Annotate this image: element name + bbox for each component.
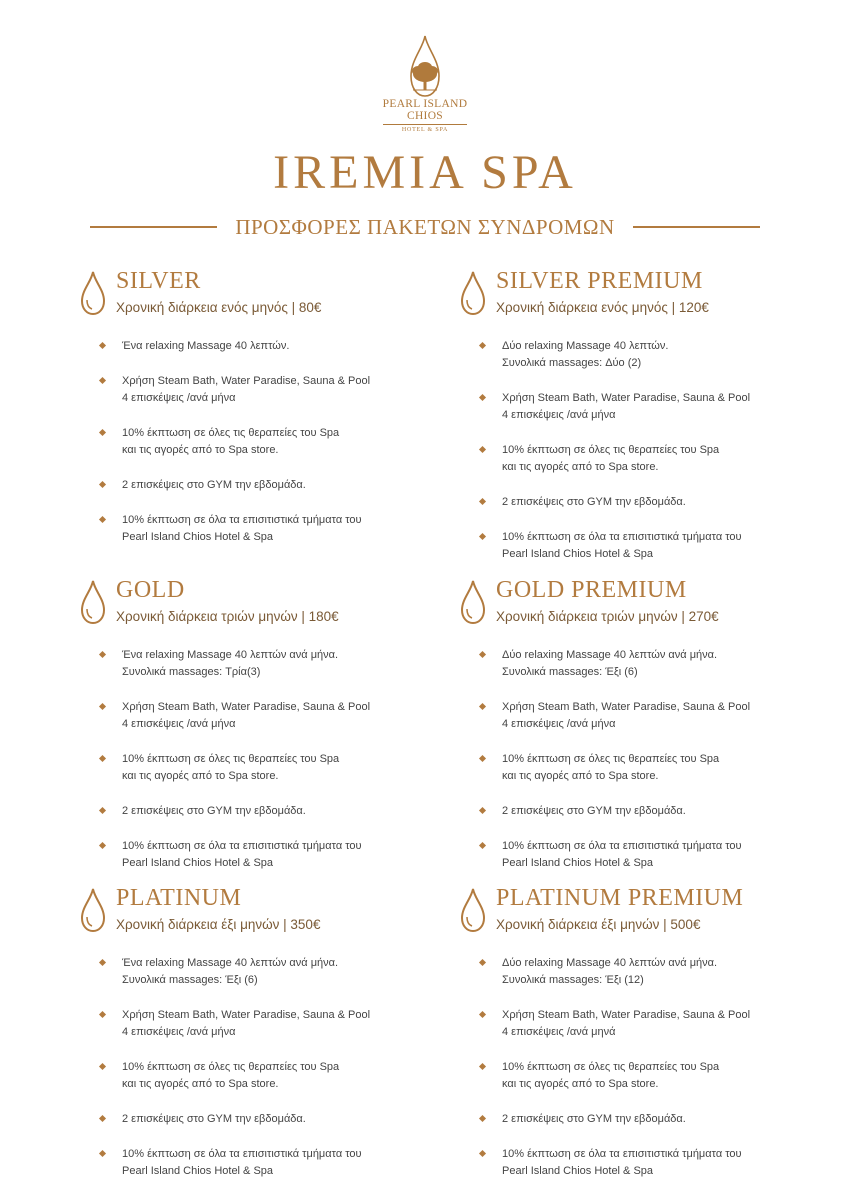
diamond-bullet-icon [99, 1115, 106, 1122]
feature-text: Pearl Island Chios Hotel & Spa [502, 548, 654, 560]
package-duration-price: Χρονική διάρκεια ενός μηνός | 80€ [116, 300, 322, 315]
feature-item [100, 338, 420, 355]
package-duration-price: Χρονική διάρκεια τριών μηνών | 270€ [496, 609, 719, 624]
subtitle-rule-left [90, 226, 217, 228]
feature-text: και τις αγορές από το Spa store. [122, 1078, 279, 1090]
feature-text: Χρήση Steam Bath, Water Paradise, Sauna & Pool [122, 701, 371, 713]
feature-item [100, 1007, 420, 1041]
feature-text: Χρήση Steam Bath, Water Paradise, Sauna & Pool [122, 1009, 371, 1021]
package-duration-price: Χρονική διάρκεια ενός μηνός | 120€ [496, 300, 709, 315]
feature-item [480, 1111, 800, 1128]
diamond-bullet-icon [99, 842, 106, 849]
diamond-bullet-icon [99, 516, 106, 523]
diamond-bullet-icon [479, 651, 486, 658]
feature-text: Συνολικά massages: Τρία(3) [122, 666, 261, 678]
diamond-bullet-icon [99, 481, 106, 488]
feature-text: Pearl Island Chios Hotel & Spa [122, 1165, 274, 1177]
feature-item [100, 373, 420, 407]
feature-item [480, 529, 800, 563]
feature-text: 4 επισκέψεις /ανά μήνα [502, 718, 616, 730]
package-name: PLATINUM PREMIUM [496, 885, 744, 911]
feature-text: 10% έκπτωση σε όλα τα επισιτιστικά τμήματα του [122, 840, 362, 852]
feature-text: Συνολικά massages: Έξι (6) [122, 974, 258, 986]
diamond-bullet-icon [479, 1115, 486, 1122]
hotel-logo [0, 34, 850, 133]
feature-item [100, 1146, 420, 1180]
feature-text: Ένα relaxing Massage 40 λεπτών ανά μήνα. [122, 649, 339, 661]
logo-drop-tree-icon [393, 34, 457, 98]
package-duration-price: Χρονική διάρκεια έξι μηνών | 500€ [496, 917, 701, 932]
feature-item [480, 803, 800, 820]
feature-text: 2 επισκέψεις στο GYM την εβδομάδα. [502, 496, 686, 508]
feature-item [100, 803, 420, 820]
feature-item [480, 647, 800, 681]
feature-item [100, 838, 420, 872]
feature-item [480, 838, 800, 872]
package-features-list [480, 338, 800, 581]
water-drop-icon [458, 887, 488, 933]
feature-item [100, 699, 420, 733]
diamond-bullet-icon [479, 703, 486, 710]
feature-item [100, 512, 420, 546]
feature-text: 2 επισκέψεις στο GYM την εβδομάδα. [122, 1113, 306, 1125]
feature-text: Ένα relaxing Massage 40 λεπτών. [122, 340, 290, 352]
feature-text: και τις αγορές από το Spa store. [122, 770, 279, 782]
package-features-list [100, 338, 420, 564]
package-duration-price: Χρονική διάρκεια έξι μηνών | 350€ [116, 917, 321, 932]
feature-text: 4 επισκέψεις /ανά μήνα [502, 409, 616, 421]
feature-item [480, 751, 800, 785]
feature-text: και τις αγορές από το Spa store. [502, 461, 659, 473]
feature-text: 10% έκπτωση σε όλες τις θεραπείες του Spa [502, 1061, 720, 1073]
diamond-bullet-icon [479, 959, 486, 966]
diamond-bullet-icon [479, 842, 486, 849]
feature-text: Δύο relaxing Massage 40 λεπτών ανά μήνα. [502, 957, 718, 969]
water-drop-icon [458, 270, 488, 316]
package-silver-premium [458, 270, 818, 570]
diamond-bullet-icon [99, 1063, 106, 1070]
feature-text: και τις αγορές από το Spa store. [122, 444, 279, 456]
feature-item [480, 1059, 800, 1093]
diamond-bullet-icon [99, 1150, 106, 1157]
feature-text: Pearl Island Chios Hotel & Spa [122, 857, 274, 869]
feature-text: 10% έκπτωση σε όλα τα επισιτιστικά τμήματα του [122, 1148, 362, 1160]
diamond-bullet-icon [479, 533, 486, 540]
diamond-bullet-icon [479, 498, 486, 505]
diamond-bullet-icon [99, 807, 106, 814]
package-features-list [100, 955, 420, 1198]
feature-item [100, 1059, 420, 1093]
feature-text: και τις αγορές από το Spa store. [502, 770, 659, 782]
package-features-list [100, 647, 420, 890]
feature-text: Συνολικά massages: Έξι (12) [502, 974, 644, 986]
subtitle-row [90, 213, 760, 241]
feature-text: 10% έκπτωση σε όλες τις θεραπείες του Spa [122, 753, 340, 765]
feature-text: Δύο relaxing Massage 40 λεπτών ανά μήνα. [502, 649, 718, 661]
package-name: SILVER PREMIUM [496, 268, 703, 294]
feature-item [100, 751, 420, 785]
diamond-bullet-icon [99, 1011, 106, 1018]
subtitle-rule-right [633, 226, 760, 228]
diamond-bullet-icon [479, 1150, 486, 1157]
diamond-bullet-icon [99, 429, 106, 436]
package-name: GOLD [116, 577, 185, 603]
feature-text: 10% έκπτωση σε όλα τα επισιτιστικά τμήματα του [502, 531, 742, 543]
diamond-bullet-icon [99, 342, 106, 349]
feature-text: 2 επισκέψεις στο GYM την εβδομάδα. [502, 1113, 686, 1125]
page-subtitle: ΠΡΟΣΦΟΡΕΣ ΠΑΚΕΤΩΝ ΣΥΝΔΡΟΜΩΝ [235, 214, 615, 239]
logo-text-line2: CHIOS [406, 110, 443, 122]
feature-text: Χρήση Steam Bath, Water Paradise, Sauna & Pool [502, 701, 751, 713]
feature-item [480, 494, 800, 511]
feature-text: και τις αγορές από το Spa store. [502, 1078, 659, 1090]
feature-text: Δύο relaxing Massage 40 λεπτών. [502, 340, 669, 352]
water-drop-icon [78, 270, 108, 316]
package-name: GOLD PREMIUM [496, 577, 687, 603]
feature-text: 10% έκπτωση σε όλα τα επισιτιστικά τμήματα του [122, 514, 362, 526]
package-platinum [78, 887, 438, 1187]
package-name: SILVER [116, 268, 201, 294]
package-platinum-premium [458, 887, 818, 1187]
package-duration-price: Χρονική διάρκεια τριών μηνών | 180€ [116, 609, 339, 624]
feature-text: 10% έκπτωση σε όλες τις θεραπείες του Spa [122, 1061, 340, 1073]
feature-text: 2 επισκέψεις στο GYM την εβδομάδα. [502, 805, 686, 817]
logo-divider [383, 124, 467, 125]
feature-text: 4 επισκέψεις /ανά μηνά [502, 1026, 616, 1038]
package-name: PLATINUM [116, 885, 242, 911]
feature-text: 2 επισκέψεις στο GYM την εβδομάδα. [122, 805, 306, 817]
feature-item [480, 390, 800, 424]
diamond-bullet-icon [99, 959, 106, 966]
feature-item [480, 1146, 800, 1180]
feature-item [480, 338, 800, 372]
diamond-bullet-icon [479, 446, 486, 453]
diamond-bullet-icon [479, 1063, 486, 1070]
water-drop-icon [458, 579, 488, 625]
package-features-list [480, 647, 800, 890]
water-drop-icon [78, 579, 108, 625]
logo-text-line3: HOTEL & SPA [401, 127, 449, 133]
diamond-bullet-icon [479, 1011, 486, 1018]
feature-item [480, 1007, 800, 1041]
diamond-bullet-icon [479, 807, 486, 814]
feature-item [100, 477, 420, 494]
feature-text: Pearl Island Chios Hotel & Spa [502, 857, 654, 869]
feature-text: 4 επισκέψεις /ανά μήνα [122, 718, 236, 730]
feature-text: Συνολικά massages: Δύο (2) [502, 357, 642, 369]
feature-item [480, 699, 800, 733]
feature-item [100, 955, 420, 989]
page-title: IREMIA SPA [273, 146, 577, 199]
feature-text: 10% έκπτωση σε όλα τα επισιτιστικά τμήματα του [502, 840, 742, 852]
feature-text: 10% έκπτωση σε όλα τα επισιτιστικά τμήματα του [502, 1148, 742, 1160]
feature-text: Pearl Island Chios Hotel & Spa [122, 531, 274, 543]
feature-text: 10% έκπτωση σε όλες τις θεραπείες του Spa [502, 444, 720, 456]
package-gold [78, 579, 438, 879]
package-gold-premium [458, 579, 818, 879]
diamond-bullet-icon [479, 394, 486, 401]
feature-text: 2 επισκέψεις στο GYM την εβδομάδα. [122, 479, 306, 491]
feature-item [100, 647, 420, 681]
feature-text: Χρήση Steam Bath, Water Paradise, Sauna & Pool [502, 392, 751, 404]
logo-text-line1: PEARL ISLAND [382, 98, 468, 110]
feature-text: 10% έκπτωση σε όλες τις θεραπείες του Spa [502, 753, 720, 765]
package-features-list [480, 955, 800, 1198]
feature-item [100, 425, 420, 459]
diamond-bullet-icon [479, 342, 486, 349]
feature-text: Ένα relaxing Massage 40 λεπτών ανά μήνα. [122, 957, 339, 969]
feature-text: 10% έκπτωση σε όλες τις θεραπείες του Spa [122, 427, 340, 439]
feature-item [480, 442, 800, 476]
feature-text: Χρήση Steam Bath, Water Paradise, Sauna & Pool [122, 375, 371, 387]
feature-item [100, 1111, 420, 1128]
package-silver [78, 270, 438, 570]
diamond-bullet-icon [99, 703, 106, 710]
diamond-bullet-icon [99, 651, 106, 658]
diamond-bullet-icon [99, 377, 106, 384]
feature-text: 4 επισκέψεις /ανά μήνα [122, 392, 236, 404]
feature-text: 4 επισκέψεις /ανά μήνα [122, 1026, 236, 1038]
diamond-bullet-icon [479, 755, 486, 762]
feature-item [480, 955, 800, 989]
feature-text: Συνολικά massages: Έξι (6) [502, 666, 638, 678]
diamond-bullet-icon [99, 755, 106, 762]
feature-text: Χρήση Steam Bath, Water Paradise, Sauna & Pool [502, 1009, 751, 1021]
feature-text: Pearl Island Chios Hotel & Spa [502, 1165, 654, 1177]
water-drop-icon [78, 887, 108, 933]
